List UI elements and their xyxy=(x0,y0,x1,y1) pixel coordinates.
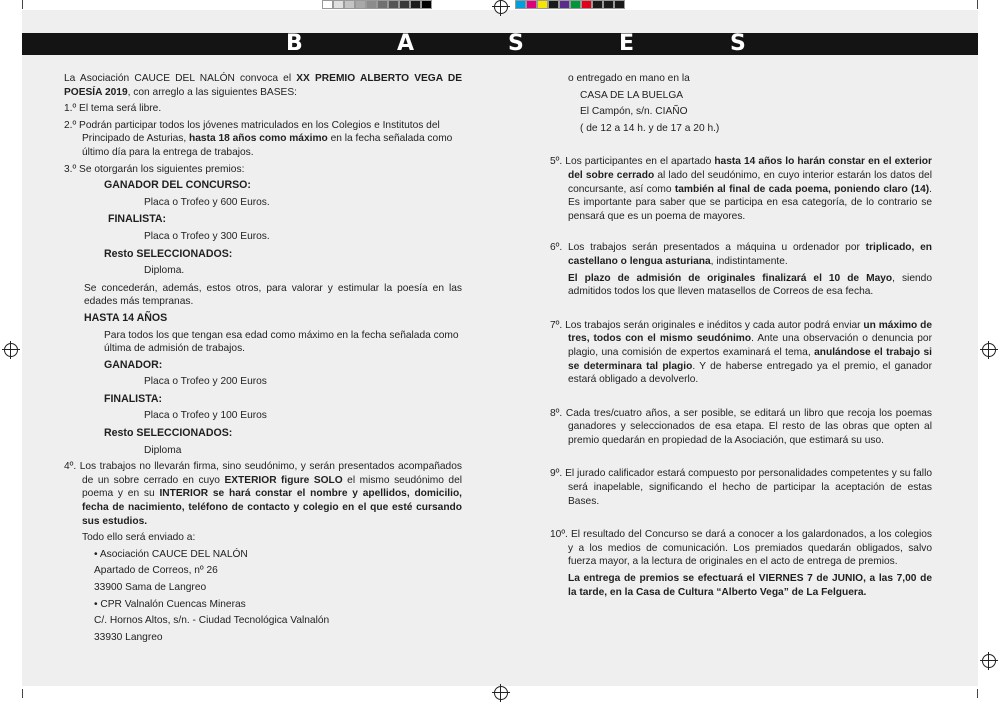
calibration-swatch xyxy=(559,0,570,9)
calibration-swatch xyxy=(344,0,355,9)
calibration-swatch xyxy=(388,0,399,9)
delivery-note: o entregado en mano en la xyxy=(568,73,690,84)
prize-detail: Placa o Trofeo y 300 Euros. xyxy=(144,230,270,242)
crop-mark xyxy=(22,689,23,698)
calibration-swatch xyxy=(410,0,421,9)
award-ceremony-note: La entrega de premios se efectuará el VIERNES 7 de JUNIO, a las 7,00 de la tarde, en la Casa de Cultura “Alberto Vega” de La Felguera. xyxy=(568,573,932,598)
banner-letter: S xyxy=(508,31,524,56)
calibration-swatch xyxy=(333,0,344,9)
crop-mark xyxy=(977,689,978,698)
banner-letter: S xyxy=(730,31,746,56)
prize-heading: Resto SELECCIONADOS: xyxy=(104,427,233,440)
prize-detail: Diploma xyxy=(144,444,182,456)
rule-10: 10º. El resultado del Concurso se dará a conocer a los galardonados, a los colegios y a los medios de comunicación. Los premiados quedarán obligados, salvo fuerza mayor, a la lectura de originales en el acto de entrega de premios. xyxy=(550,529,932,568)
address-line: 33900 Sama de Langreo xyxy=(94,582,207,593)
calibration-swatch xyxy=(614,0,625,9)
prize-heading: GANADOR: xyxy=(104,358,163,371)
rule-4: 4º. Los trabajos no llevarán firma, sino seudónimo, y serán presentados acompañados de un sobre cerrado en cuyo EXTERIOR figure SOLO el mismo seudónimo del poema y en su INTERIOR se hará constar el nombre y apellidos, domicilio, fecha de nacimiento, teléfono de contacto y colegio en el que esté cursando sus estudios. xyxy=(64,461,463,527)
category-heading: HASTA 14 AÑOS xyxy=(84,311,168,324)
rule-5: 5º. Los participantes en el apartado hasta 14 años lo harán constar en el exterior del sobre cerrado al lado del seudónimo, en cuyo interior estarán los datos del concursante, así como también al final de cada poema, poniendo claro (14). Es importante para saber que se participa en esa categoría, de lo contrario se pensará que es un poema de mayores. xyxy=(550,156,932,222)
prize-heading: FINALISTA: xyxy=(104,392,163,405)
rule-6: 6º. Los trabajos serán presentados a máquina u ordenador por triplicado, en castellano o lengua asturiana, indistintamente. xyxy=(550,242,933,267)
right-column xyxy=(550,72,932,599)
delivery-address: El Campón, s/n. CIAÑO xyxy=(580,106,688,118)
rule-3: 3.º Se otorgarán los siguientes premios: xyxy=(64,163,245,175)
calibration-swatch xyxy=(537,0,548,9)
prize-detail: Placa o Trofeo y 200 Euros xyxy=(144,376,267,388)
prize-heading: Resto SELECCIONADOS: xyxy=(104,247,233,260)
gray-calibration-bar xyxy=(322,0,432,7)
calibration-swatch xyxy=(366,0,377,9)
rule-2: 2.º Podrán participar todos los jóvenes matriculados en los Colegios e Institutos del Principado de Asturias, hasta 18 años como máximo en la fecha señalada como último día para la entrega de trabajos. xyxy=(64,119,453,158)
extra-prizes-note: Se concederán, además, estos otros, para valorar y estimular la poesía en las edades más tempranas. xyxy=(84,282,462,308)
prize-heading: GANADOR DEL CONCURSO: xyxy=(104,179,251,192)
registration-mark xyxy=(4,343,18,357)
rule-7: 7º. Los trabajos serán originales e inéditos y cada autor podrá enviar un máximo de tres, todos con el mismo seudónimo. Ante una observación o denuncia por plagio, una comisión de expertos examinará el tema, anulándose el trabajo si se determinara tal plagio. Y de haberse entregado ya el premio, el ganador estará obligado a devolverlo. xyxy=(550,319,932,386)
crop-mark xyxy=(22,0,23,9)
prize-heading: FINALISTA: xyxy=(108,213,167,226)
intro-paragraph: La Asociación CAUCE DEL NALÓN convoca el XX PREMIO ALBERTO VEGA DE POESÍA 2019, con arreglo a las siguientes BASES: xyxy=(64,73,462,98)
delivery-place: CASA DE LA BUELGA xyxy=(580,89,684,101)
color-calibration-bar xyxy=(515,0,625,7)
submission-instructions: Todo ello será enviado a: xyxy=(82,532,196,544)
rule-8: 8º. Cada tres/cuatro años, a ser posible, se editará un libro que recoja los poemas ganadores y seleccionados de esa etapa. El resto de las obras que opten al premio quedarán en propiedad de la Asociación, que estimará su uso. xyxy=(550,407,932,446)
calibration-swatch xyxy=(355,0,366,9)
calibration-swatch xyxy=(322,0,333,9)
calibration-swatch xyxy=(421,0,432,9)
delivery-hours: ( de 12 a 14 h. y de 17 a 20 h.) xyxy=(580,122,720,134)
calibration-swatch xyxy=(570,0,581,9)
banner-letter: A xyxy=(397,31,415,56)
registration-mark xyxy=(982,654,996,668)
banner-letter: E xyxy=(619,31,635,56)
category-description: Para todos los que tengan esa edad como máximo en la fecha señalada como última de admisión de trabajos. xyxy=(104,329,459,355)
calibration-swatch xyxy=(581,0,592,9)
left-column xyxy=(64,72,462,644)
calibration-swatch xyxy=(377,0,388,9)
prize-detail: Placa o Trofeo y 600 Euros. xyxy=(144,196,270,208)
prize-detail: Diploma. xyxy=(144,265,185,277)
crop-mark xyxy=(977,0,978,9)
calibration-swatch xyxy=(548,0,559,9)
calibration-swatch xyxy=(526,0,537,9)
registration-mark xyxy=(982,343,996,357)
address-line: • Asociación CAUCE DEL NALÓN xyxy=(94,548,248,560)
rule-9: 9º. El jurado calificador estará compuesto por personalidades competentes y su fallo será inapelable, significando el hecho de participar la aceptación de estas Bases. xyxy=(550,468,932,507)
prize-detail: Placa o Trofeo y 100 Euros xyxy=(144,410,267,422)
address-line: C/. Hornos Altos, s/n. - Ciudad Tecnológica Valnalón xyxy=(94,615,330,627)
registration-mark xyxy=(494,0,508,14)
title-banner xyxy=(22,33,978,55)
deadline-note: El plazo de admisión de originales finalizará el 10 de Mayo, siendo admitidos todos los que lleven matasellos de Correos de esa fecha. xyxy=(568,272,932,298)
calibration-swatch xyxy=(515,0,526,9)
calibration-swatch xyxy=(592,0,603,9)
banner-letter: B xyxy=(286,31,303,56)
calibration-swatch xyxy=(603,0,614,9)
address-line: • CPR Valnalón Cuencas Mineras xyxy=(94,598,246,610)
address-line: Apartado de Correos, nº 26 xyxy=(94,565,218,577)
rule-1: 1.º El tema será libre. xyxy=(64,103,162,115)
address-line: 33930 Langreo xyxy=(94,631,163,643)
calibration-swatch xyxy=(399,0,410,9)
